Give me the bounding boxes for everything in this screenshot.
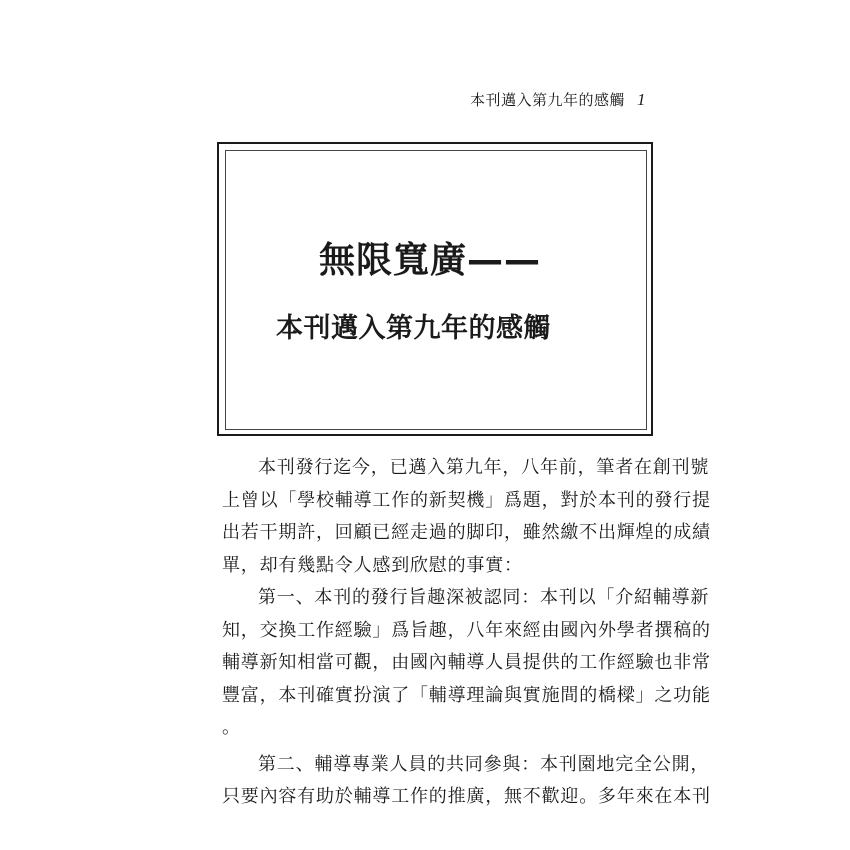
text-line: 知，交換工作經驗」爲旨趣，八年來經由國內外學者撰稿的 [222, 619, 711, 641]
title-box-inner-border [225, 150, 647, 430]
text-line: 上曾以「學校輔導工作的新契機」爲題，對於本刊的發行提 [222, 489, 711, 511]
text-line: 單，却有幾點令人感到欣慰的事實： [222, 554, 523, 576]
running-head [470, 90, 660, 110]
text-line: 豐富，本刊確實扮演了「輔導理論與實施間的橋樑」之功能 [222, 684, 711, 706]
text-line: 第一、本刊的發行旨趣深被認同：本刊以「介紹輔導新 [258, 587, 710, 608]
text-line: 本刊發行迄今，已邁入第九年，八年前，筆者在創刊號 [258, 457, 710, 478]
text-line: 輔導新知相當可觀，由國內輔導人員提供的工作經驗也非常 [222, 652, 711, 673]
chapter-title: 無限寬廣—— [319, 240, 542, 281]
paragraph-2 [222, 582, 711, 745]
chapter-subtitle: 本刊邁入第九年的感觸 [276, 313, 551, 344]
running-head-title: 本刊邁入第九年的感觸 [470, 91, 626, 109]
body-text [222, 452, 711, 814]
paragraph-3 [222, 749, 711, 814]
paragraph-1 [222, 452, 711, 582]
page-number: 1 [637, 90, 646, 109]
text-line: 出若干期許，回顧已經走過的脚印，雖然繳不出輝煌的成績 [222, 522, 711, 543]
text-line: 第二、輔導專業人員的共同參與：本刊園地完全公開， [258, 753, 710, 775]
title-box [217, 142, 653, 436]
text-line: 。 [222, 717, 241, 738]
text-line: 只要內容有助於輔導工作的推廣，無不歡迎。多年來在本刊 [222, 786, 711, 807]
